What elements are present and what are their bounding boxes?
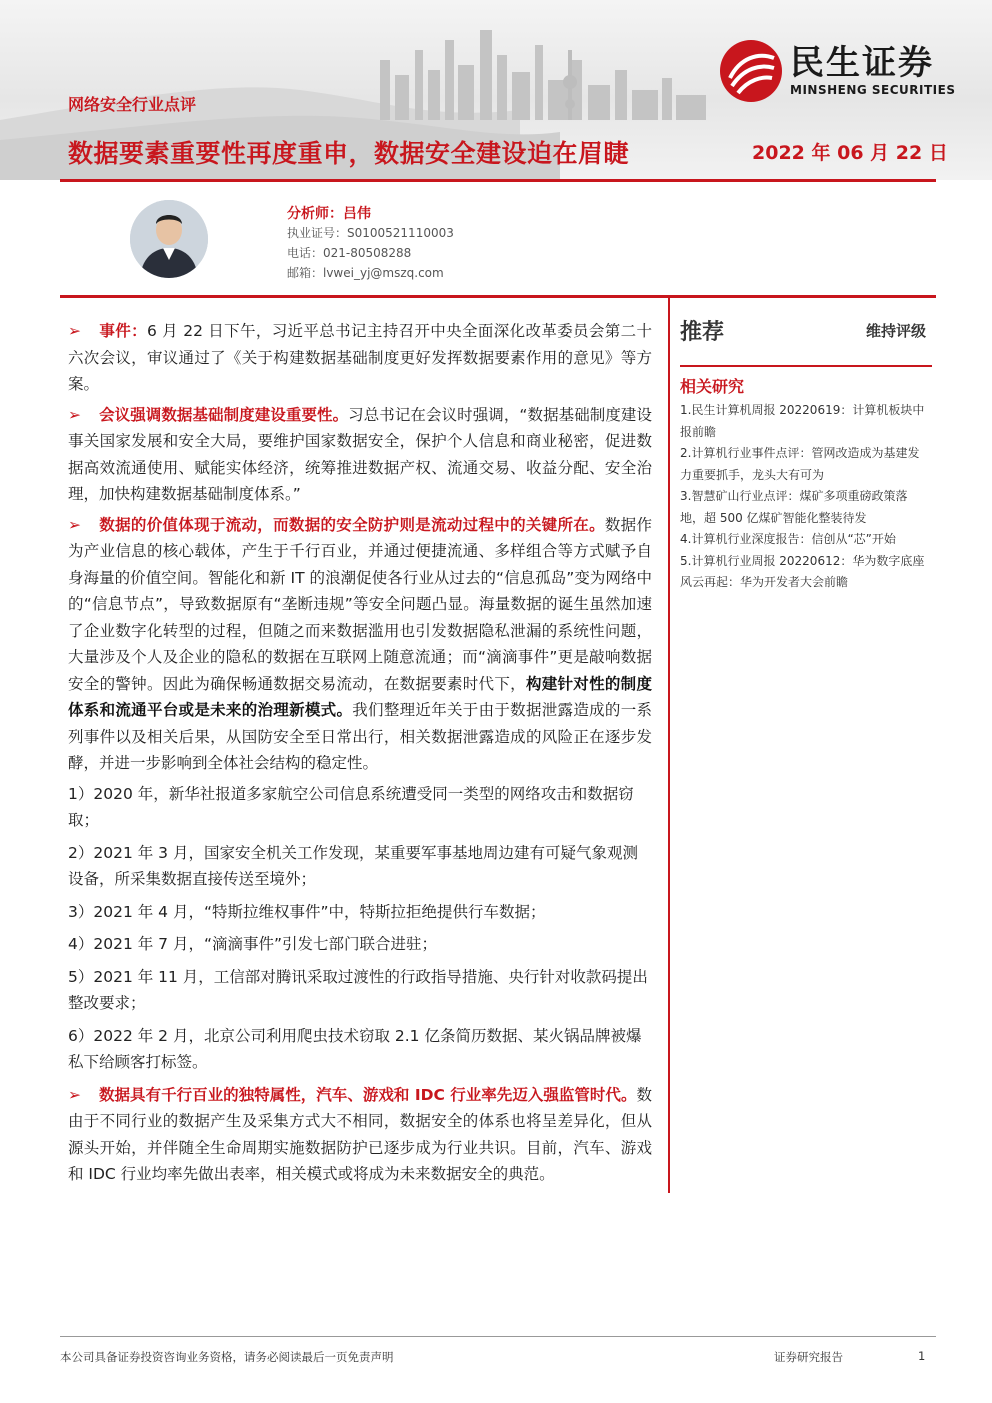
related-item[interactable]: 4.计算机行业深度报告：信创从“芯”开始: [680, 532, 896, 546]
analyst-email[interactable]: 邮箱：lvwei_yj@mszq.com: [287, 266, 444, 280]
side-divider: [680, 365, 932, 367]
related-item[interactable]: 2.计算机行业事件点评：管网改造成为基建发力重要抓手，龙头大有可为: [680, 446, 920, 482]
analyst-license: 执业证号：S0100521110003: [287, 226, 454, 240]
meeting-text: 习总书记在会议时强调，“数据基础制度建设事关国家发展和安全大局，要维护国家数据安全，保护个人信息和商业秘密，促进数据高效流通使用、赋能实体经济，统筹推进数据产权、流通交易、收益分配、安全治理，加快构建数据基础制度体系。”: [68, 405, 652, 503]
content-divider: [60, 295, 936, 298]
logo-english-name: MINSHENG SECURITIES: [790, 83, 956, 97]
rating-recommend: 推荐: [680, 320, 725, 345]
related-research-list: [680, 400, 930, 594]
related-item[interactable]: 5.计算机行业周报 20220612：华为数字底座风云再起：华为开发者大会前瞻: [680, 553, 925, 589]
industry-text: 数由于不同行业的数据产生及采集方式大不相同，数据安全的体系也将呈差异化，但从源头开始，并伴随全生命周期实施数据防护已逐步成为行业共识。目前，汽车、游戏和 IDC 行业均率先做出表率，相关模式或将成为未来数据安全的典范。: [68, 1085, 652, 1183]
rating-panel: [680, 315, 930, 355]
list-item: 3）2021 年 4 月，“特斯拉维权事件”中，特斯拉拒绝提供行车数据；: [68, 902, 546, 921]
column-divider: [668, 295, 670, 1193]
company-logo: [718, 38, 956, 104]
report-date: 2022 年 06 月 22 日: [752, 142, 948, 164]
logo-chinese-name: 民生证券: [790, 43, 934, 83]
analyst-phone: 电话：021-80508288: [287, 246, 412, 260]
bullet-arrow-icon: ➢: [68, 1085, 81, 1104]
title-divider: [60, 179, 936, 182]
paragraph-data-value: [68, 512, 652, 777]
list-item: 4）2021 年 7 月，“滴滴事件”引发七部门联合进驻；: [68, 935, 438, 953]
footer-report-type: 证券研究报告: [774, 1350, 843, 1364]
list-item: 2）2021 年 3 月，国家安全机关工作发现，某重要军事基地周边建有可疑气象观测设备，所采集数据直接传送至境外；: [68, 843, 638, 888]
rating-maintain: 维持评级: [865, 322, 926, 340]
list-item: 1）2020 年，新华社报道多家航空公司信息系统遭受同一类型的网络攻击和数据窃取；: [68, 784, 634, 829]
bullet-arrow-icon: ➢: [68, 515, 81, 534]
analyst-photo-icon: [130, 200, 208, 278]
list-item: 6）2022 年 2 月，北京公司利用爬虫技术窃取 2.1 亿条简历数据、某火锅品牌被爆私下给顾客打标签。: [68, 1026, 642, 1071]
bullet-arrow-icon: ➢: [68, 322, 81, 340]
footer-divider: [60, 1336, 936, 1337]
data-value-tail: 我们整理近年关于由于数据泄露造成的一系列事件以及相关后果，从国防安全至日常出行，相关数据泄露造成的风险正在逐步发酵，并进一步影响到全体社会结构的稳定性。: [68, 701, 652, 772]
report-title: 数据要素重要性再度重申，数据安全建设迫在眉睫: [68, 139, 630, 168]
page-number: 1: [918, 1349, 926, 1363]
paragraph-event: [68, 318, 652, 398]
related-item[interactable]: 3.智慧矿山行业点评：煤矿多项重磅政策落地，超 500 亿煤矿智能化整装待发: [680, 489, 908, 525]
related-research-title: 相关研究: [680, 377, 745, 396]
analyst-name: 分析师：吕伟: [287, 206, 371, 222]
data-value-text: 数据作为产业信息的核心载体，产生于千行百业，并通过便捷流通、多样组合等方式赋予自身海量的价值空间。智能化和新 IT 的浪潮促使各行业从过去的“信息孤岛”变为网络中的“信息节点”，导致数据原有“垄断违规”等安全问题凸显。海量数据的诞生虽然加速了企业数字化转型的过程，但随之而来数据滥用也引发数据隐私泄漏的系统性问题，大量涉及个人及企业的隐私的数据在互联网上随意流通；而“滴滴事件”更是敲响数据安全的警钟。因此为确保畅通数据交易流动，在数据要素时代下，: [68, 515, 652, 693]
data-value-lead: 数据的价值体现于流动，而数据的安全防护则是流动过程中的关键所在。: [99, 515, 605, 534]
minsheng-logo-icon: [718, 38, 784, 104]
data-value-bold: 构建针对性的制度体系和流通平台或是未来的治理新模式。: [68, 674, 652, 719]
list-item: 5）2021 年 11 月，工信部对腾讯采取过渡性的行政指导措施、央行针对收款码提出整改要求；: [68, 967, 648, 1012]
related-item[interactable]: 1.民生计算机周报 20220619：计算机板块中报前瞻: [680, 403, 925, 439]
event-lead: 事件：: [99, 322, 147, 340]
paragraph-industry: [68, 1082, 652, 1188]
analyst-avatar: [130, 200, 208, 278]
event-text: 6 月 22 日下午，习近平总书记主持召开中央全面深化改革委员会第二十六次会议，审议通过了《关于构建数据基础制度更好发挥数据要素作用的意见》等方案。: [68, 322, 652, 393]
footer-disclaimer: 本公司具备证券投资咨询业务资格，请务必阅读最后一页免责声明: [60, 1350, 394, 1364]
industry-lead: 数据具有千行百业的独特属性，汽车、游戏和 IDC 行业率先迈入强监管时代。: [99, 1085, 637, 1104]
bullet-arrow-icon: ➢: [68, 405, 81, 424]
main-content: [68, 318, 652, 1192]
paragraph-meeting: [68, 402, 652, 508]
report-category: 网络安全行业点评: [68, 95, 197, 114]
meeting-lead: 会议强调数据基础制度建设重要性。: [99, 405, 349, 424]
